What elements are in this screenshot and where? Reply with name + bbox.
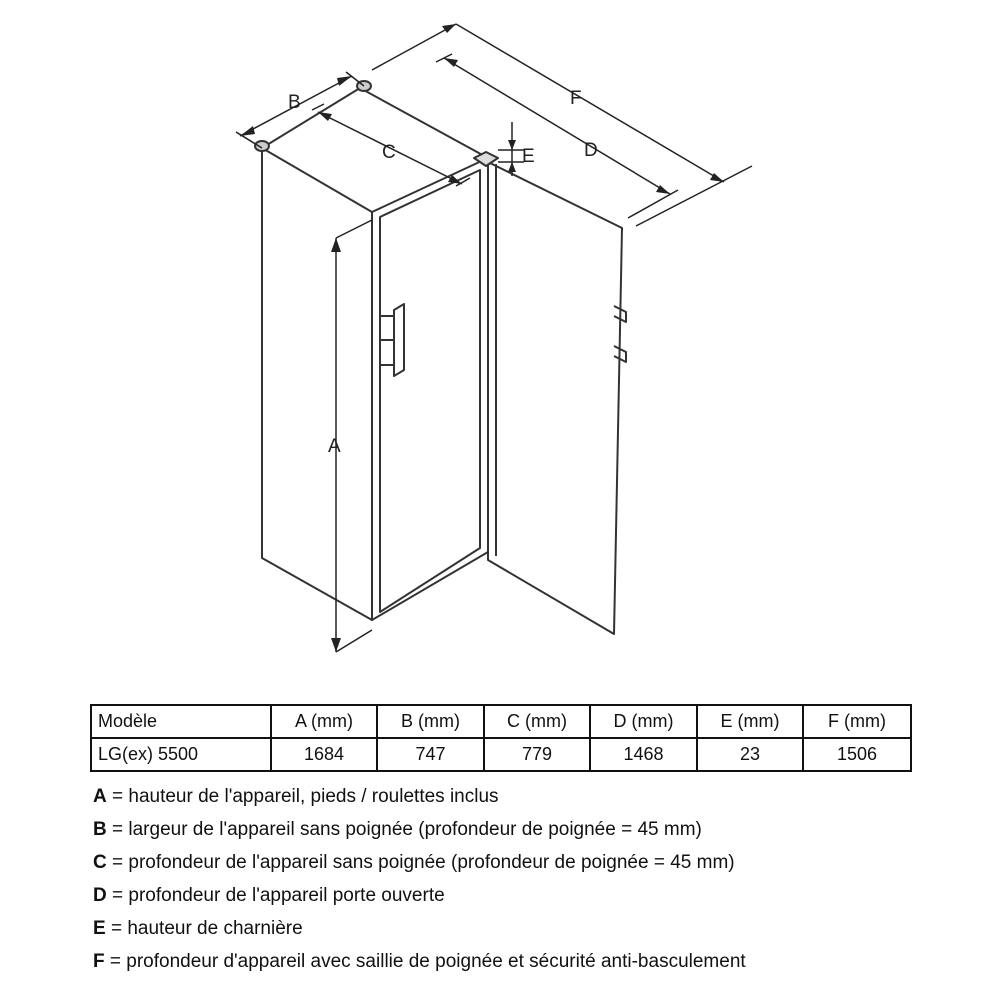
legend-key: B — [93, 819, 107, 840]
header-c: C (mm) — [484, 705, 590, 738]
header-d: D (mm) — [590, 705, 697, 738]
cell-b: 747 — [377, 738, 484, 771]
legend-key: C — [93, 852, 107, 873]
dimension-legend — [93, 780, 973, 978]
dimension-label-a: A — [328, 436, 341, 457]
legend-key: F — [93, 951, 105, 972]
legend-text: = profondeur de l'appareil sans poignée (profondeur de poignée = 45 mm) — [106, 852, 735, 873]
legend-item-f — [93, 945, 973, 978]
cell-e: 23 — [697, 738, 803, 771]
cabinet-side-panel — [262, 148, 372, 620]
open-door-panel — [488, 162, 622, 634]
legend-item-b — [93, 813, 973, 846]
legend-text: = largeur de l'appareil sans poignée (profondeur de poignée = 45 mm) — [106, 819, 702, 840]
legend-key: E — [93, 918, 106, 939]
dimensions-table — [90, 704, 912, 772]
header-b: B (mm) — [377, 705, 484, 738]
legend-text: = hauteur de l'appareil, pieds / roulettes inclus — [106, 786, 499, 807]
table-row — [91, 738, 911, 771]
dimension-label-c: C — [382, 142, 396, 163]
cell-d: 1468 — [590, 738, 697, 771]
header-model: Modèle — [91, 705, 271, 738]
legend-item-e — [93, 912, 973, 945]
dimension-label-e: E — [522, 146, 535, 167]
legend-key: A — [93, 786, 107, 807]
cell-model: LG(ex) 5500 — [91, 738, 271, 771]
cell-a: 1684 — [271, 738, 377, 771]
legend-item-c — [93, 846, 973, 879]
legend-item-d — [93, 879, 973, 912]
cabinet-front-frame — [372, 158, 488, 620]
legend-item-a — [93, 780, 973, 813]
legend-text: = profondeur de l'appareil porte ouverte — [106, 885, 445, 906]
header-f: F (mm) — [803, 705, 911, 738]
table-header-row — [91, 705, 911, 738]
header-e: E (mm) — [697, 705, 803, 738]
dimension-label-d: D — [584, 140, 598, 161]
header-a: A (mm) — [271, 705, 377, 738]
roller-left — [255, 141, 269, 151]
dimension-label-b: B — [288, 92, 301, 113]
legend-text: = profondeur d'appareil avec saillie de poignée et sécurité anti-basculement — [104, 951, 746, 972]
legend-text: = hauteur de charnière — [105, 918, 303, 939]
dimension-label-f: F — [570, 88, 582, 109]
cell-f: 1506 — [803, 738, 911, 771]
dimension-f-line — [372, 24, 456, 70]
cell-c: 779 — [484, 738, 590, 771]
legend-key: D — [93, 885, 107, 906]
